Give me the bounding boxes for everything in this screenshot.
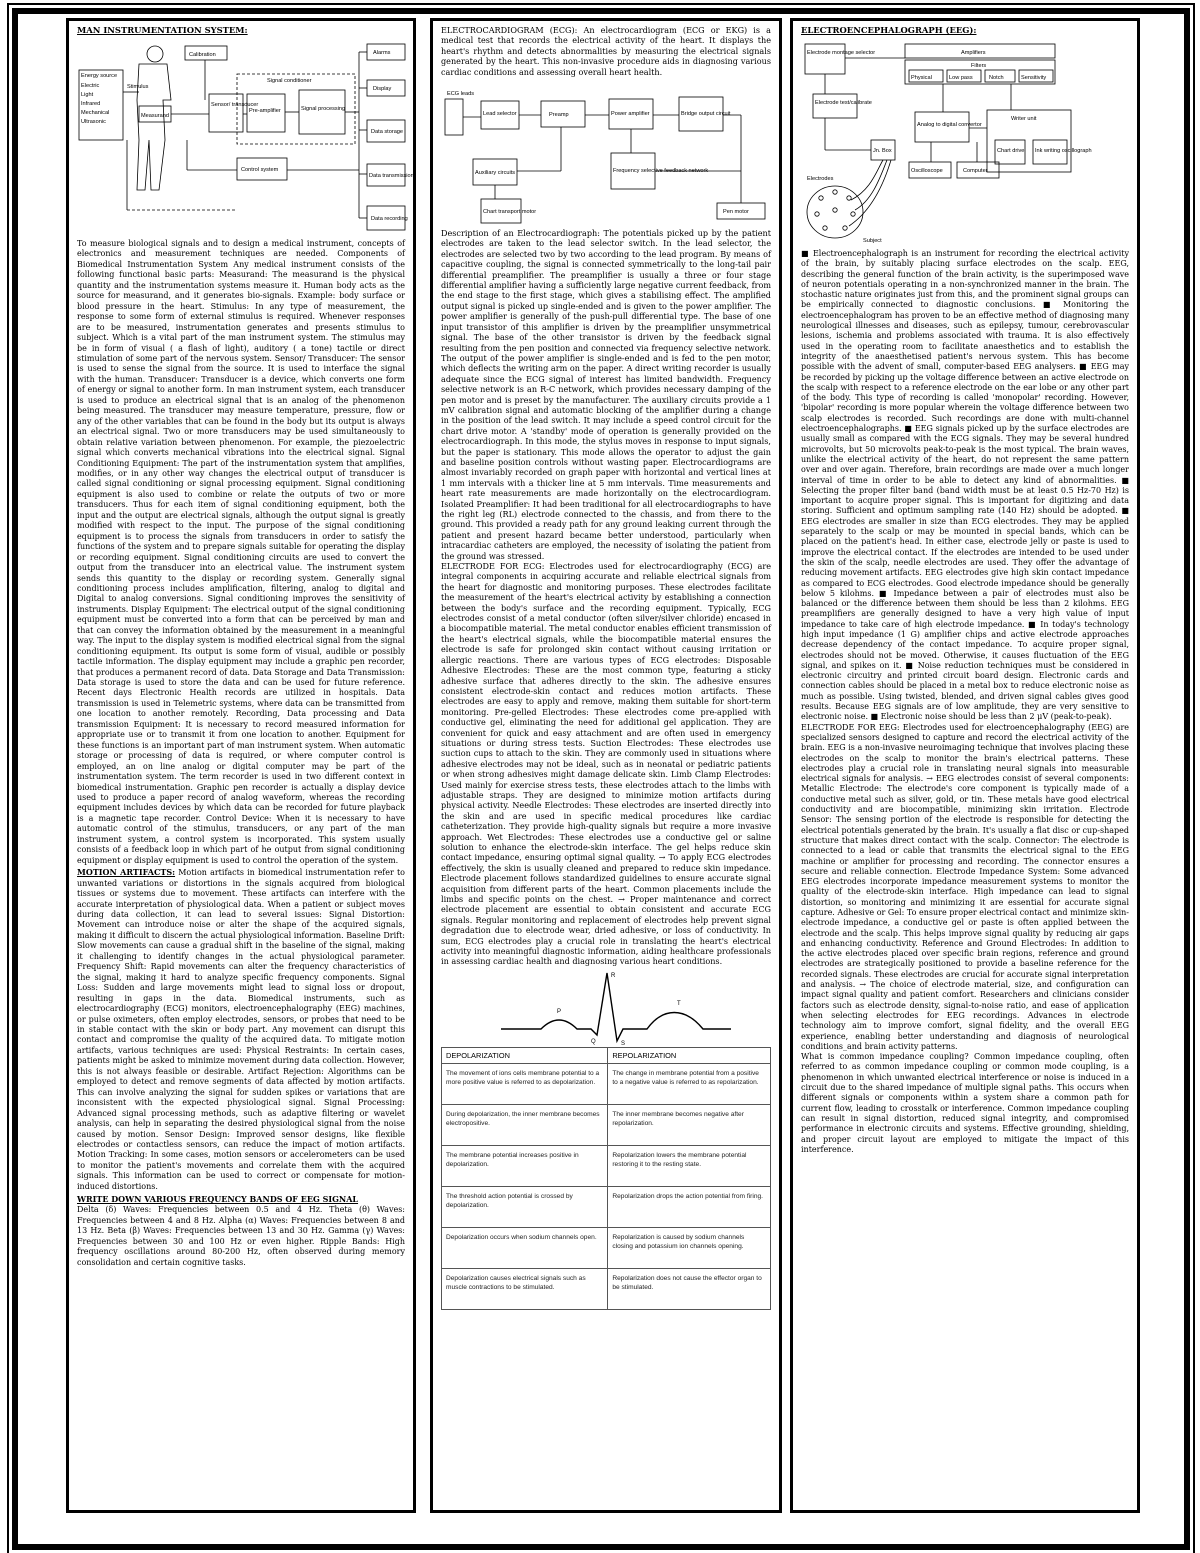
heading-motion-artifacts: MOTION ARTIFACTS: — [77, 867, 176, 878]
table-cell: The membrane potential increases positive in depolarization. — [442, 1145, 608, 1186]
table-cell: Repolarization drops the action potential from firing. — [608, 1186, 771, 1227]
diagram-bridge-label: Bridge output circuit — [681, 111, 731, 118]
column-middle — [430, 18, 782, 1513]
wave-label-p: P — [557, 1008, 562, 1015]
diagram-filters-label: Filters — [971, 63, 987, 69]
table-cell: The inner membrane becomes negative after repolarization. — [608, 1104, 771, 1145]
diagram-input-label: Energy source — [81, 73, 118, 79]
table-header: DEPOLARIZATION — [442, 1047, 608, 1063]
diagram-low-pass-label: Low pass — [949, 75, 973, 81]
diagram-preamp-label: Preamp — [549, 112, 569, 119]
diagram-data-storage-label: Data storage — [371, 129, 404, 135]
table-header: REPOLARIZATION — [608, 1047, 771, 1063]
wave-label-q: Q — [591, 1038, 596, 1045]
eeg-frequency-bands-body: Delta (δ) Waves: Frequencies between 0.5 and 4 Hz. Theta (θ) Waves: Frequencies between 4 and 8 Hz. Alpha (α) Waves: Frequencies between 8 and 13 Hz. Beta (β) Waves: Frequencies between 13 and 30 Hz. Gamma (γ) Waves: Frequencies between 30 and 100 Hz or even higher. Ripple Bands: High frequency oscillations around 80-200 Hz, often observed during memory consolidation and certain cognitive tasks. — [77, 1205, 405, 1267]
diagram-data-recording-label: Data recording — [371, 216, 408, 222]
heading-man-instrumentation: MAN INSTRUMENTATION SYSTEM: — [77, 25, 248, 35]
diagram-ink-writing-label: Ink writing oscillograph — [1035, 148, 1092, 154]
eeg-block-diagram — [801, 40, 1131, 245]
diagram-input-label: Infrared — [81, 101, 101, 107]
diagram-leads-label: ECG leads — [447, 91, 475, 98]
electrocardiograph-block-diagram — [441, 79, 775, 224]
diagram-input-label: Ultrasonic — [81, 119, 106, 125]
electrocardiograph-description: Description of an Electrocardiograph: The potentials picked up by the patient electrodes are taken to the lead selector switch. In the lead selector, the electrodes are selected two by two according to the lead program. By means of capacitive coupling, the signal is connected symmetrically to the long-tail pair differential preamplifier. The preamplifier is usually a three or four stage differential amplifier having a sufficiently large negative current feedback, from the end stage to the first stage, which gives a stabilising effect. The amplified output signal is picked up single-ended and is given to the power amplifier. The power amplifier is generally of the push-pull differential type. The base of one input transistor of this amplifier is driven by the preamplifier unsymmetrical signal. The base of the other transistor is driven by the feedback signal resulting from the pen position and connected via frequency selective network. The output of the power amplifier is single-ended and is fed to the pen motor, which deflects the writing arm on the paper. A direct writing recorder is usually adequate since the ECG signal of interest has limited bandwidth. Frequency selective network is an R-C network, which provides necessary damping of the pen motor and is preset by the manufacturer. The auxiliary circuits provide a 1 mV calibration signal and automatic blocking of the amplifier during a change in the position of the lead switch. It may include a speed control circuit for the chart drive motor. A 'standby' mode of operation is generally provided on the electrocardiograph. In this mode, the stylus moves in response to input signals, but the paper is stationary. This mode allows the operator to adjust the gain and baseline position controls without wasting paper. Electrocardiograms are almost invariably recorded on graph paper with horizontal and vertical lines at 1 mm intervals with a thicker line at 5 mm intervals. Time measurements and heart rate measurements are made horizontally on the electrocardiogram. Isolated Preamplifier: It had been traditional for all electrocardiographs to have the right leg (RL) electrode connected to the chassis, and from there to the ground. This provided a ready path for any ground leaking current through the patient and present hazard became better understood, particularly when intracardiac catheters are employed, the necessity of isolating the patient from the ground was stressed. — [441, 228, 771, 561]
diagram-display-label: Display — [373, 86, 392, 92]
diagram-calibration-label: Electrode test/calibrate — [815, 100, 872, 106]
heading-eeg: ELECTROENCEPHALOGRAPH (EEG): — [801, 25, 977, 35]
wave-label-s: S — [621, 1040, 626, 1047]
diagram-data-transmission-label: Data transmission — [369, 173, 414, 179]
eeg-body: ■ Electroencephalograph is an instrument for recording the electrical activity of the brain, by suitably placing surface electrodes on the scalp. EEG, describing the general function of the brain activity, is the superimposed wave of neuron potentials operating in a non-synchronized manner in the brain. The stochastic nature originates just from this, and the prominent signal groups can be empirically connected to diagnostic conclusions. ■ Monitoring the electroencephalogram has proven to be an effective method of diagnosing many neurological illnesses and diseases, such as epilepsy, tumour, cerebrovascular lesions, ischemia and problems associated with trauma. It is also effectively used in the operating room to facilitate anaesthetics and to establish the integrity of the anaesthetised patient's nervous system. This has become possible with the advent of small, computer-based EEG analysers. ■ EEG may be recorded by picking up the voltage difference between an active electrode on the scalp with respect to a reference electrode on the ear lobe or any other part of the body. This type of recording is called 'monopolar' recording. However, 'bipolar' recording is more popular wherein the voltage difference between two scalp electrodes is recorded. Such recordings are done with multi-channel electroencephalographs. ■ EEG signals picked up by the surface electrodes are usually small as compared with the ECG signals. They may be several hundred microvolts, but 50 microvolts peak-to-peak is the most typical. The brain waves, unlike the electrical activity of the heart, do not represent the same pattern over and over again. Therefore, brain recordings are made over a much longer interval of time in order to be able to detect any kind of abnormalities. ■ Selecting the proper filter band (band width must be at least 0.5 Hz-70 Hz) is important to acquire proper signal. This is important for digitizing and data storing. Sufficient and optimum sampling rate (140 Hz) should be adopted. ■ EEG electrodes are smaller in size than ECG electrodes. They may be applied separately to the scalp or may be mounted in special bands, which can be placed on the patient's head. In either case, electrode jelly or paste is used to improve the electrical contact. If the electrodes are intended to be used under the skin of the scalp, needle electrodes are used. They offer the advantage of reducing movement artifacts. EEG electrodes give high skin contact impedance as compared to ECG electrodes. Good electrode impedance should be generally below 5 kilohms. ■ Impedance between a pair of electrodes must also be balanced or the difference between them should be less than 2 kilohms. EEG preamplifiers are generally designed to have a very high value of input impedance to take care of high electrode impedance. ■ In today's technology high input impedance (1 G) amplifier chips and active electrode approaches decrease dependency of the contact impedance. To acquire proper signal, electrodes should not be moved. Otherwise, it causes fluctuation of the EEG signal, and spikes on it. ■ Noise reduction techniques must be considered in electronic circuitry and printed circuit board design. Electronic cards and connection cables should be placed in a metal box to reduce electronic noise as much as possible. Using twisted, blended, and driven signal cables gives good results. Because EEG signals are of low amplitude, they are very sensitive to electronic noise. ■ Electronic noise should be less than 2 μV (peak-to-peak). — [801, 249, 1129, 722]
table-cell: During depolarization, the inner membrane becomes electropositive. — [442, 1104, 608, 1145]
common-impedance-coupling-body: What is common impedance coupling? Common impedance coupling, often referred to as common impedance coupling or common mode coupling, is a phenomenon in which unwanted electrical interference or noise is induced in a circuit due to the shared impedance of multiple signal paths. This occurs when different signals or components within a system share a common path for current flow, leading to crosstalk or interference. Common impedance coupling can result in signal distortion, reduced signal integrity, and compromised performance in electronic circuits and systems. Effective grounding, shielding, and proper circuit layout are employed to mitigate the impact of this interference. — [801, 1052, 1129, 1154]
diagram-feedback-label: Frequency selective feedback network — [613, 168, 709, 175]
ecg-electrode-body: ELECTRODE FOR ECG: Electrodes used for electrocardiography (ECG) are integral components in acquiring accurate and reliable electrical signals from the heart for diagnostic and monitoring purposes. These electrodes facilitate the measurement of the heart's electrical activity by establishing a connection between the body's surface and the recording equipment. Typically, ECG electrodes consist of a metal conductor (often silver/silver chloride) encased in a biocompatible material. The metal conductor enables efficient transmission of the heart's electrical signals, while the biocompatible material ensures the electrode is safe for prolonged skin contact without causing irritation or allergic reactions. There are various types of ECG electrodes: Disposable Adhesive Electrodes: These are the most common type, featuring a sticky adhesive surface that adheres directly to the skin. The adhesive ensures consistent electrode-skin contact and reduces motion artifacts. These electrodes are easy to apply and remove, making them suitable for short-term monitoring. Pre-gelled Electrodes: These electrodes come pre-applied with conductive gel, eliminating the need for additional gel application. They are convenient for quick and easy attachment and are often used in emergency situations or during stress tests. Suction Electrodes: These electrodes use suction cups to attach to the skin. They are commonly used in situations where adhesive electrodes may not be ideal, such as in neonatal or pediatric patients or when strong adhesives might damage delicate skin. Limb Clamp Electrodes: Used mainly for exercise stress tests, these electrodes attach to the limbs with adjustable straps. They are designed to minimize motion artifacts during physical activity. Needle Electrodes: These electrodes are inserted directly into the skin and are used in specific medical procedures like cardiac catheterization. They provide high-quality signals but require a more invasive approach. Wet Electrodes: These electrodes use a conductive gel or saline solution to enhance the electrode-skin interface. The gel helps reduce skin contact impedance, ensuring optimal signal quality. → To apply ECG electrodes effectively, the skin is usually cleaned and prepared to reduce skin impedance. Electrode placement follows standardized guidelines to ensure accurate signal acquisition from different parts of the heart. Common placements include the limbs and specific points on the chest. → Proper maintenance and correct electrode placement are essential to obtain consistent and accurate ECG signals. Regular monitoring and replacement of electrodes help prevent signal degradation due to electrode wear, dried adhesive, or loss of conductivity. In sum, ECG electrodes play a crucial role in translating the heart's electrical activity into meaningful diagnostic information, aiding healthcare professionals in assessing cardiac health and diagnosing various heart conditions. — [441, 561, 771, 967]
diagram-measurand-label: Measurand — [141, 113, 169, 119]
diagram-sensitivity-label: Sensitivity — [1021, 75, 1047, 81]
diagram-adc-label: Analog to digital convertor — [917, 122, 982, 128]
diagram-junction-label: Jn. Box — [873, 148, 892, 154]
diagram-power-amp-label: Power amplifier — [611, 111, 650, 118]
diagram-subject-label: Subject — [863, 238, 882, 244]
diagram-preamp-label: Pre-amplifier — [249, 108, 281, 114]
diagram-pen-motor-label: Pen motor — [723, 209, 749, 216]
diagram-physical-label: Physical — [911, 75, 932, 81]
ecg-intro: ELECTROCARDIOGRAM (ECG): An electrocardiogram (ECG or EKG) is a medical test that records the electrical activity of the heart. It displays the heart's rhythm and detects abnormalities by measuring the electrical signals generated by the heart. This non-invasive procedure aids in diagnosing various cardiac conditions and assessing overall heart health. — [441, 25, 771, 77]
table-cell: The movement of ions cells membrane potential to a more positive value is referred to as depolarization. — [442, 1063, 608, 1104]
table-cell: Depolarization causes electrical signals such as muscle contractions to be stimulated. — [442, 1268, 608, 1309]
wave-label-t: T — [677, 1000, 681, 1007]
table-row — [442, 1145, 771, 1186]
man-instrumentation-body: To measure biological signals and to design a medical instrument, concepts of electronics and measurement techniques are needed. Components of Biomedical Instrumentation System Any medical instrument consists of the following functional basic parts: Measurand: The measurand is the physical quantity and the instrumentation systems measure it. Human body acts as the source for measurand, and it generates bio-signals. Example: body surface or blood pressure in the heart. Stimulus: In any type of measurement, the response to some form of external stimulus is required. Whenever responses are to be measured, instrumentation generates and presents stimulus to subject. Which is a vital part of the man instrument system. The stimulus may be in form of visual ( a flash of light), auditory ( a tone) tactile or direct stimulation of some part of the nervous system. Sensor/ Transducer: The sensor is used to sense the signal from the source. It is used to interface the signal with the human. Transducer: Transducer is a device, which converts one form of energy or signal to another form. In man instrument system, each transducer is used to produce an electrical signal that is an analog of the phenomenon being measured. The transducer may measure temperature, pressure, flow or any of the other variables that can be found in the body but its output is always an electrical signal. Two or more transducers may be used simultaneously to obtain relative variation between phenomenon. For example, the piezoelectric signal which converts mechanical vibrations into the electrical signal. Signal Conditioning Equipment: The part of the instrumentation system that amplifies, modifies, or in any other way changes the electrical output of transducer is called signal conditioning or signal processing equipment. Signal conditioning equipment is also used to combine or relate the outputs of two or more transducers. Thus for each item of signal conditioning equipment, both the input and the output are electrical signals, although the output signal is greatly modified with respect to the input. The purpose of the signal conditioning equipment is to process the signals from transducers in order to satisfy the functions of the system and to prepare signals suitable for operating the display or recording equipment. Signal conditioning circuits are used to convert the output from the transducer into an electrical value. The instrument system sends this quantity to the display or recording system. Generally signal conditioning process includes amplification, filtering, analog to digital and Digital to analog conversions. Signal conditioning improves the sensitivity of instruments. Display Equipment: The electrical output of the signal conditioning equipment must be converted into a form that can be perceived by man and that can convey the information obtained by the measurement in a meaningful way. The input to the display system is modified electrical signal from the signal conditioning equipment. Its output is some form of visual, audible or possibly tactile information. The display equipment may include a graphic pen recorder, that produces a permanent record of data. Data Storage and Data Transmission: Data storage is used to store the data and can be used for future reference. Recent days Electronic Health records are utilized in hospitals. Data transmission is used in Telemetric systems, where data can be transmitted from one location to another remotely. Recording, Data processing and Data transmission Equipment: It is necessary to record measured information for appropriate use or to transmit it from one location to another. Equipment for these functions is an important part of man instrument system. When automatic storage or processing of data is required, or where computer control is employed, an on line analog or digital computer may be part of the instrumentation system. The term recorder is used in two different context in biomedical instrumentation. Graphic pen recorder is actually a display device used to produce a paper record of analog waveform, whereas the recording equipment includes devices by which data can be recorded for future playback is a magnetic tape recorder. Control Device: When it is necessary to have automatic control of the stimulus, transducers, or any part of the man instrument system, a control system is incorporated. This system usually consists of a feedback loop in which part of he output from signal conditioning equipment or display equipment is used to control the operation of the system. — [77, 239, 405, 865]
diagram-chart-drive-label: Chart drive — [997, 148, 1025, 154]
diagram-computer-label: Computer — [963, 168, 988, 174]
motion-artifacts-body: Motion artifacts in biomedical instrumentation refer to unwanted variations or distortions in the signals acquired from biological tissues or systems due to movement. These artifacts can interfere with the accurate interpretation of physiological data. When a patient or subject moves during data collection, it can lead to several issues: Signal Distortion: Movement can introduce noise or alter the shape of the acquired signals, making it difficult to discern the actual physiological information. Baseline Drift: Slow movements can cause a gradual shift in the baseline of the signal, making it challenging to identify changes in the actual physiological parameter. Frequency Shift: Rapid movements can alter the frequency characteristics of the signal, making it hard to analyze specific frequency components. Signal Loss: Sudden and large movements might lead to signal loss or dropout, resulting in gaps in the data. Biomedical instruments, such as electrocardiography (ECG) monitors, electroencephalography (EEG) machines, or pulse oximeters, often employ electrodes, sensors, or probes that need to be in stable contact with the skin or body part. Any movement can disrupt this contact and compromise the quality of the acquired data. To mitigate motion artifacts, various techniques are used: Physical Restraints: In certain cases, patients might be asked to minimize movement during data collection. However, this is not always feasible or desirable. Artifact Rejection: Algorithms can be employed to detect and remove segments of data affected by motion artifacts. This can involve analyzing the signal for sudden spikes or variations that are inconsistent with the expected physiological signal. Signal Processing: Advanced signal processing methods, such as adaptive filtering or wavelet analysis, can help in separating the desired physiological signal from the noise caused by motion. Sensor Design: Improved sensor designs, like flexible electrodes or contactless sensors, can reduce the impact of motion artifacts. Motion Tracking: In some cases, motion sensors or accelerometers can be used to monitor the patient's movements and correlate them with the acquired signals. This information can be used to correct or compensate for motion-induced distortions. — [77, 868, 405, 1191]
diagram-alarms-label: Alarms — [373, 50, 391, 56]
diagram-amplifiers-label: Amplifiers — [961, 50, 986, 56]
diagram-electrodes-label: Electrodes — [807, 176, 834, 182]
diagram-sensor-label: Sensor/ transducer — [211, 102, 259, 108]
table-row — [442, 1227, 771, 1268]
table-cell: Repolarization lowers the membrane potential restoring it to the resting state. — [608, 1145, 771, 1186]
diagram-lead-selector-label: Lead selector — [483, 111, 517, 118]
diagram-input-label: Electric — [81, 83, 100, 89]
diagram-calibration-label: Calibration — [189, 52, 216, 58]
diagram-chart-drive-label: Chart transport motor — [483, 209, 537, 216]
table-cell: Repolarization does not cause the effector organ to be stimulated. — [608, 1268, 771, 1309]
diagram-signal-processing-label: Signal processing — [301, 106, 346, 112]
table-cell: Repolarization is caused by sodium channels closing and potassium ion channels opening. — [608, 1227, 771, 1268]
ecg-waveform — [441, 967, 775, 1047]
column-right — [790, 18, 1140, 1513]
wave-label-r: R — [611, 972, 616, 979]
table-cell: Depolarization occurs when sodium channels open. — [442, 1227, 608, 1268]
table-row — [442, 1104, 771, 1145]
table-cell: The change in membrane potential from a positive to a negative value is referred to as repolarization. — [608, 1063, 771, 1104]
heading-eeg-frequency-bands: WRITE DOWN VARIOUS FREQUENCY BANDS OF EEG SIGNAL — [77, 1194, 359, 1205]
eeg-electrode-body: ELECTRODE FOR EEG: Electrodes used for electroencephalography (EEG) are specialized sensors designed to capture and record the electrical activity of the brain. EEG is a non-invasive neuroimaging technique that involves placing these electrodes on the scalp to monitor the brain's electrical patterns. These electrodes play a crucial role in translating neural signals into measurable electrical signals for analysis. → EEG electrodes consist of several components: Metallic Electrode: The electrode's core component is typically made of a conductive metal such as silver, gold, or tin. These metals have good electrical conductivity and are biocompatible, minimizing skin irritation. Electrode Sensor: The sensing portion of the electrode is responsible for detecting the electrical potentials generated by the brain. It's usually a flat disc or cup-shaped structure that makes direct contact with the scalp. Connector: The electrode is connected to a lead or cable that transmits the electrical signal to the EEG machine or amplifier for processing and recording. The connector ensures a secure and reliable connection. Electrode Impedance System: Some advanced EEG electrodes incorporate impedance measurement systems to monitor the quality of the electrode-skin interface. High impedance can lead to signal distortion, so monitoring and minimizing it are essential for accurate signal capture. Adhesive or Gel: To ensure proper electrical contact and minimize skin-electrode impedance, a conductive gel or paste is often applied between the electrode and the scalp. This helps improve signal quality by reducing air gaps and enhancing conductivity. Reference and Ground Electrodes: In addition to the active electrodes placed over specific brain regions, reference and ground electrodes are strategically positioned to provide a baseline reference for the recorded signals. These electrodes are crucial for accurate signal interpretation and analysis. → The choice of electrode material, size, and configuration can impact signal quality and patient comfort. Researchers and clinicians consider factors such as electrode density, signal-to-noise ratio, and ease of application when selecting electrodes for EEG recordings. Advances in electrode technology aim to improve comfort, signal fidelity, and the overall EEG experience, enabling better understanding and diagnosis of neurological conditions_and brain activity patterns. — [801, 722, 1129, 1051]
man-instrumentation-diagram — [77, 40, 414, 235]
diagram-signal-conditioner-label: Signal conditioner — [267, 78, 312, 84]
diagram-stimulus-label: Stimulus — [127, 84, 149, 90]
diagram-writer-label: Writer unit — [1011, 116, 1037, 122]
table-row — [442, 1063, 771, 1104]
diagram-input-label: Light — [81, 92, 94, 98]
depolarization-repolarization-table — [441, 1047, 771, 1310]
table-cell: The threshold action potential is crossed by depolarization. — [442, 1186, 608, 1227]
table-row — [442, 1186, 771, 1227]
diagram-control-system-label: Control system — [241, 167, 279, 173]
diagram-notch-label: Notch — [989, 75, 1004, 81]
column-left — [66, 18, 416, 1513]
diagram-oscilloscope-label: Oscilloscope — [911, 168, 943, 174]
diagram-montage-label: Electrode montage selector — [807, 50, 876, 56]
diagram-auxiliary-label: Auxiliary circuits — [475, 170, 516, 177]
table-row — [442, 1268, 771, 1309]
diagram-input-label: Mechanical — [81, 110, 110, 116]
